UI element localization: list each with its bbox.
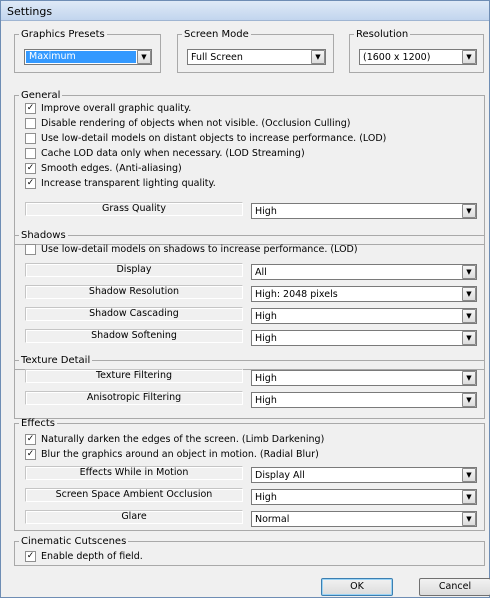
checkbox-label: Improve overall graphic quality. <box>41 103 192 114</box>
title-bar[interactable] <box>1 1 489 21</box>
chevron-down-icon[interactable]: ▼ <box>462 287 476 301</box>
ok-button[interactable]: OK <box>321 578 393 596</box>
checkbox-shadow-lod[interactable] <box>25 243 358 256</box>
checkbox-lod[interactable] <box>25 132 386 145</box>
check-icon[interactable]: ✓ <box>26 178 35 188</box>
grass-quality-label: Grass Quality <box>25 202 243 216</box>
graphics-presets-dropdown[interactable] <box>24 49 152 65</box>
anisotropic-filtering-dropdown[interactable] <box>251 392 477 408</box>
chevron-down-icon[interactable]: ▼ <box>462 393 476 407</box>
general-legend: General <box>21 90 61 101</box>
ssao-dropdown[interactable] <box>251 489 477 505</box>
glare-label: Glare <box>25 510 243 524</box>
chevron-down-icon[interactable]: ▼ <box>462 204 476 218</box>
shadow-softening-label: Shadow Softening <box>25 329 243 343</box>
screen-mode-value: Full Screen <box>191 51 243 63</box>
grass-quality-dropdown[interactable] <box>251 203 477 219</box>
checkbox-box[interactable] <box>25 148 36 159</box>
checkbox-label: Smooth edges. (Anti-aliasing) <box>41 163 182 174</box>
shadows-legend: Shadows <box>21 230 66 241</box>
checkbox-label: Naturally darken the edges of the screen. (Limb Darkening) <box>41 434 325 445</box>
chevron-down-icon[interactable]: ▼ <box>462 265 476 279</box>
cancel-button[interactable]: Cancel <box>419 578 490 596</box>
checkbox-lod-streaming[interactable] <box>25 147 305 160</box>
shadow-cascading-dropdown[interactable] <box>251 308 477 324</box>
ssao-label: Screen Space Ambient Occlusion <box>25 488 243 502</box>
resolution-legend: Resolution <box>356 29 409 40</box>
check-icon[interactable]: ✓ <box>26 434 35 444</box>
effects-legend: Effects <box>21 418 55 429</box>
checkbox-occlusion-culling[interactable] <box>25 117 350 130</box>
graphics-presets-value: Maximum <box>26 51 136 63</box>
checkbox-radial-blur[interactable] <box>25 448 319 461</box>
shadow-display-label: Display <box>25 263 243 277</box>
checkbox-transparent-lighting[interactable] <box>25 177 216 190</box>
shadow-resolution-label: Shadow Resolution <box>25 285 243 299</box>
checkbox-label: Cache LOD data only when necessary. (LOD Streaming) <box>41 148 305 159</box>
checkbox-label: Use low-detail models on distant objects to increase performance. (LOD) <box>41 133 387 144</box>
checkbox-label: Blur the graphics around an object in motion. (Radial Blur) <box>41 449 319 460</box>
checkbox-label: Increase transparent lighting quality. <box>41 178 216 189</box>
shadow-softening-value: High <box>255 332 277 344</box>
checkbox-limb-darkening[interactable] <box>25 433 324 446</box>
chevron-down-icon[interactable]: ▼ <box>462 309 476 323</box>
settings-client-area <box>4 23 486 596</box>
check-icon[interactable]: ✓ <box>26 103 35 113</box>
checkbox-label: Enable depth of field. <box>41 551 143 562</box>
shadow-display-value: All <box>255 266 267 278</box>
window-title: Settings <box>7 5 53 18</box>
resolution-dropdown[interactable] <box>359 49 477 65</box>
shadow-cascading-value: High <box>255 310 277 322</box>
chevron-down-icon[interactable]: ▼ <box>137 50 151 64</box>
chevron-down-icon[interactable]: ▼ <box>462 50 476 64</box>
check-icon[interactable]: ✓ <box>26 449 35 459</box>
checkbox-label: Use low-detail models on shadows to increase performance. (LOD) <box>41 244 358 255</box>
shadow-display-dropdown[interactable] <box>251 264 477 280</box>
graphics-presets-legend: Graphics Presets <box>21 29 105 40</box>
shadow-softening-dropdown[interactable] <box>251 330 477 346</box>
texture-detail-legend: Texture Detail <box>21 355 91 366</box>
checkbox-box[interactable] <box>25 118 36 129</box>
checkbox-anti-aliasing[interactable] <box>25 162 182 175</box>
shadow-resolution-value: High: 2048 pixels <box>255 288 338 300</box>
effects-motion-label: Effects While in Motion <box>25 466 243 480</box>
screen-mode-legend: Screen Mode <box>184 29 249 40</box>
checkbox-box[interactable] <box>25 244 36 255</box>
check-icon[interactable]: ✓ <box>26 551 35 561</box>
chevron-down-icon[interactable]: ▼ <box>462 331 476 345</box>
chevron-down-icon[interactable]: ▼ <box>462 468 476 482</box>
ssao-value: High <box>255 491 277 503</box>
glare-value: Normal <box>255 513 290 525</box>
chevron-down-icon[interactable]: ▼ <box>462 512 476 526</box>
anisotropic-filtering-label: Anisotropic Filtering <box>25 391 243 405</box>
chevron-down-icon[interactable]: ▼ <box>462 490 476 504</box>
anisotropic-filtering-value: High <box>255 394 277 406</box>
glare-dropdown[interactable] <box>251 511 477 527</box>
checkbox-label: Disable rendering of objects when not visible. (Occlusion Culling) <box>41 118 351 129</box>
checkbox-improve-quality[interactable] <box>25 102 191 115</box>
shadow-resolution-dropdown[interactable] <box>251 286 477 302</box>
checkbox-box[interactable] <box>25 133 36 144</box>
grass-quality-value: High <box>255 205 277 217</box>
checkbox-depth-of-field[interactable] <box>25 550 143 563</box>
texture-detail-group <box>14 355 485 419</box>
chevron-down-icon[interactable]: ▼ <box>462 371 476 385</box>
cinematic-cutscenes-legend: Cinematic Cutscenes <box>21 536 127 547</box>
texture-filtering-value: High <box>255 372 277 384</box>
resolution-value: (1600 x 1200) <box>363 51 431 63</box>
texture-filtering-dropdown[interactable] <box>251 370 477 386</box>
screen-mode-dropdown[interactable] <box>187 49 326 65</box>
effects-motion-value: Display All <box>255 469 305 481</box>
shadow-cascading-label: Shadow Cascading <box>25 307 243 321</box>
effects-motion-dropdown[interactable] <box>251 467 477 483</box>
texture-filtering-label: Texture Filtering <box>25 369 243 383</box>
chevron-down-icon[interactable]: ▼ <box>311 50 325 64</box>
check-icon[interactable]: ✓ <box>26 163 35 173</box>
